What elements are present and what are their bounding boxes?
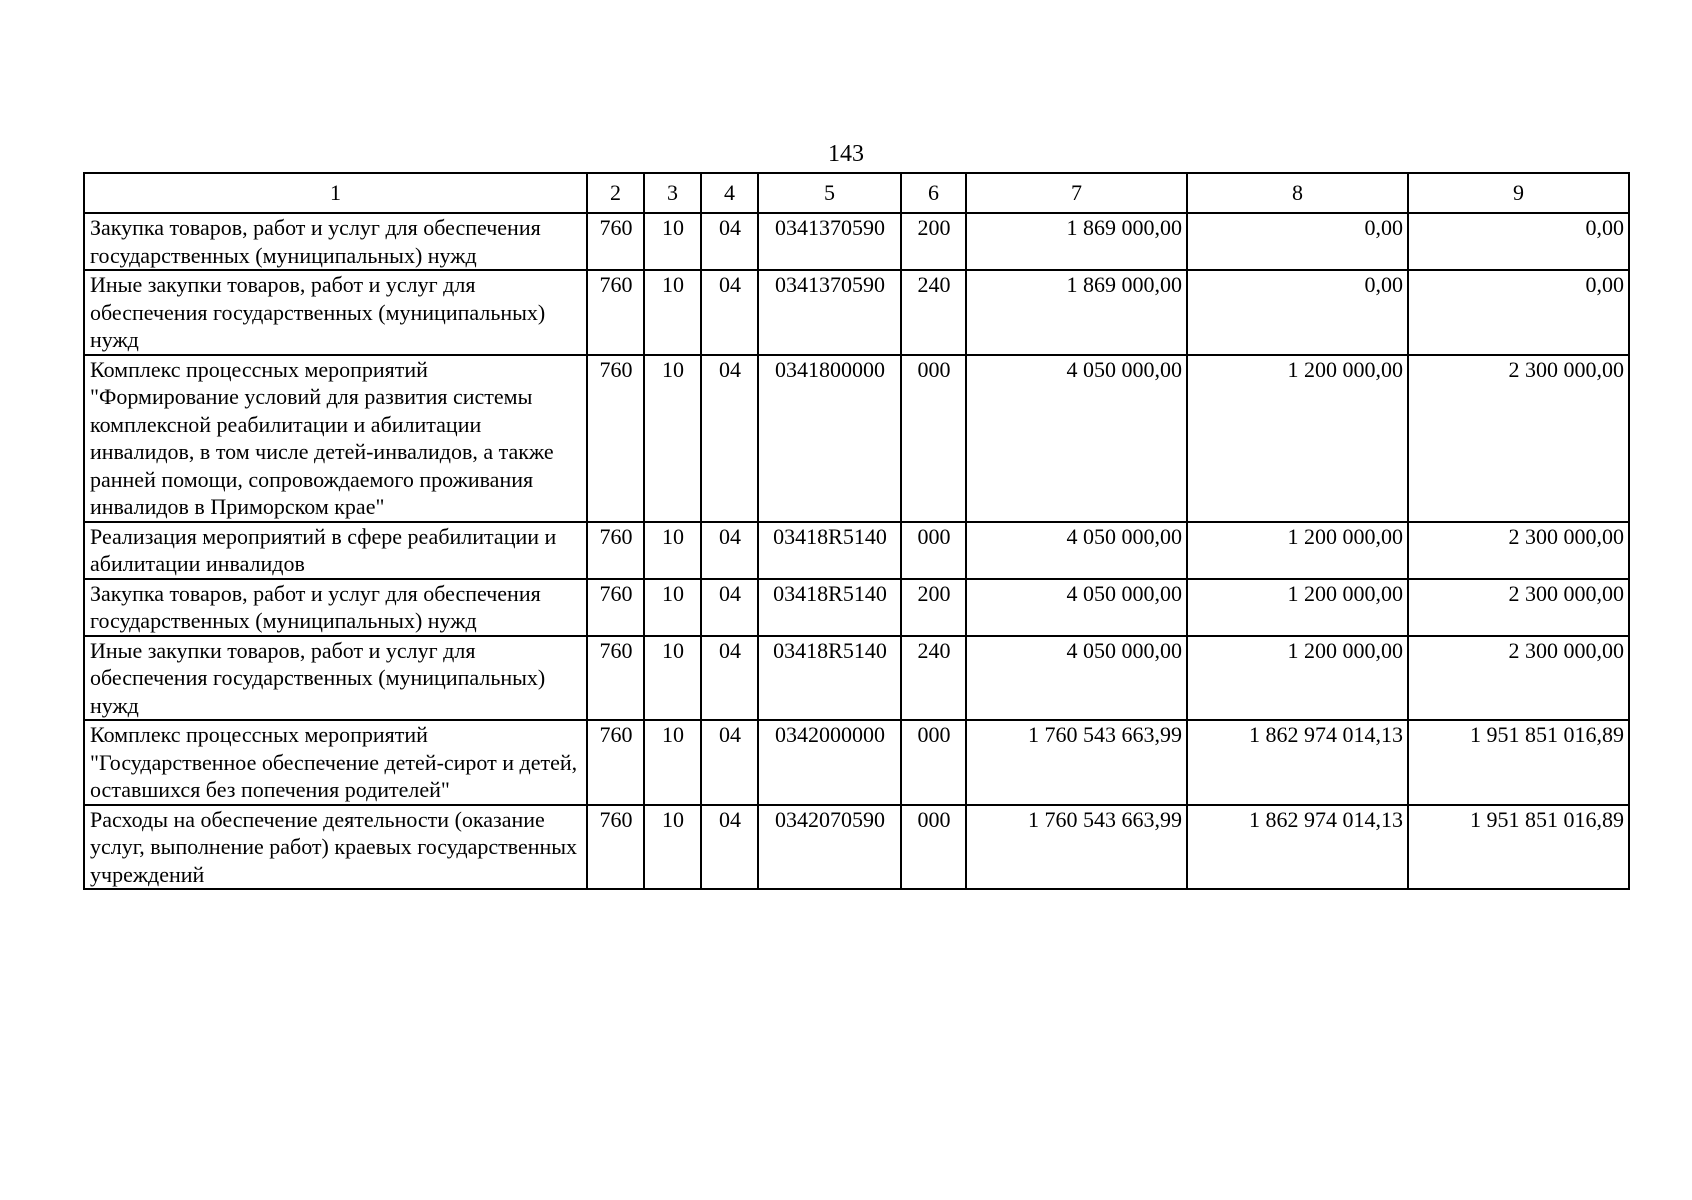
table-row xyxy=(84,636,1629,721)
row-c5: 0342000000 xyxy=(758,720,901,805)
row-name: Закупка товаров, работ и услуг для обеспечения государственных (муниципальных) нужд xyxy=(84,579,587,636)
header-row xyxy=(84,173,1629,213)
row-c9: 2 300 000,00 xyxy=(1408,636,1629,721)
row-c4: 04 xyxy=(701,720,758,805)
row-c3: 10 xyxy=(644,355,701,522)
row-c7: 1 760 543 663,99 xyxy=(966,720,1187,805)
row-c4: 04 xyxy=(701,270,758,355)
row-c2: 760 xyxy=(587,355,644,522)
row-c2: 760 xyxy=(587,805,644,890)
row-name: Расходы на обеспечение деятельности (оказание услуг, выполнение работ) краевых государственных учреждений xyxy=(84,805,587,890)
table-row xyxy=(84,213,1629,270)
column-header-4: 4 xyxy=(701,173,758,213)
row-c6: 200 xyxy=(901,213,966,270)
row-c6: 000 xyxy=(901,720,966,805)
row-name: Комплекс процессных мероприятий "Формирование условий для развития системы комплексной реабилитации и абилитации инвалидов, в том числе детей-инвалидов, а также ранней помощи, сопровождаемого проживания инвалидов в Приморском крае" xyxy=(84,355,587,522)
table-row xyxy=(84,522,1629,579)
column-header-2: 2 xyxy=(587,173,644,213)
row-c7: 4 050 000,00 xyxy=(966,579,1187,636)
row-c9: 0,00 xyxy=(1408,270,1629,355)
row-name: Иные закупки товаров, работ и услуг для обеспечения государственных (муниципальных) нужд xyxy=(84,636,587,721)
row-c8: 1 862 974 014,13 xyxy=(1187,805,1408,890)
row-c7: 1 869 000,00 xyxy=(966,270,1187,355)
row-c2: 760 xyxy=(587,522,644,579)
row-c9: 2 300 000,00 xyxy=(1408,579,1629,636)
row-c7: 4 050 000,00 xyxy=(966,355,1187,522)
column-header-6: 6 xyxy=(901,173,966,213)
row-c9: 2 300 000,00 xyxy=(1408,355,1629,522)
row-c2: 760 xyxy=(587,636,644,721)
row-c5: 03418R5140 xyxy=(758,636,901,721)
row-c4: 04 xyxy=(701,355,758,522)
table-row xyxy=(84,355,1629,522)
row-c5: 0341800000 xyxy=(758,355,901,522)
row-name: Комплекс процессных мероприятий "Государственное обеспечение детей-сирот и детей, оставшихся без попечения родителей" xyxy=(84,720,587,805)
page-number: 143 xyxy=(828,141,864,167)
row-c5: 03418R5140 xyxy=(758,522,901,579)
table-row xyxy=(84,805,1629,890)
row-c7: 1 869 000,00 xyxy=(966,213,1187,270)
row-c2: 760 xyxy=(587,579,644,636)
row-c8: 1 200 000,00 xyxy=(1187,579,1408,636)
row-c6: 240 xyxy=(901,270,966,355)
row-c9: 1 951 851 016,89 xyxy=(1408,720,1629,805)
row-c8: 1 862 974 014,13 xyxy=(1187,720,1408,805)
row-c9: 0,00 xyxy=(1408,213,1629,270)
column-header-8: 8 xyxy=(1187,173,1408,213)
row-c2: 760 xyxy=(587,270,644,355)
row-c7: 4 050 000,00 xyxy=(966,522,1187,579)
row-c8: 1 200 000,00 xyxy=(1187,636,1408,721)
row-c3: 10 xyxy=(644,579,701,636)
row-c3: 10 xyxy=(644,805,701,890)
row-c6: 000 xyxy=(901,522,966,579)
row-c6: 200 xyxy=(901,579,966,636)
row-c4: 04 xyxy=(701,213,758,270)
column-header-7: 7 xyxy=(966,173,1187,213)
row-name: Реализация мероприятий в сфере реабилитации и абилитации инвалидов xyxy=(84,522,587,579)
budget-table xyxy=(83,172,1630,890)
table-row xyxy=(84,579,1629,636)
row-c5: 0342070590 xyxy=(758,805,901,890)
row-name: Иные закупки товаров, работ и услуг для обеспечения государственных (муниципальных) нужд xyxy=(84,270,587,355)
row-c5: 0341370590 xyxy=(758,213,901,270)
column-header-3: 3 xyxy=(644,173,701,213)
row-c7: 1 760 543 663,99 xyxy=(966,805,1187,890)
row-c6: 000 xyxy=(901,805,966,890)
row-c2: 760 xyxy=(587,213,644,270)
row-c5: 0341370590 xyxy=(758,270,901,355)
row-c3: 10 xyxy=(644,213,701,270)
row-name: Закупка товаров, работ и услуг для обеспечения государственных (муниципальных) нужд xyxy=(84,213,587,270)
row-c9: 1 951 851 016,89 xyxy=(1408,805,1629,890)
table-row xyxy=(84,270,1629,355)
row-c8: 0,00 xyxy=(1187,270,1408,355)
column-header-1: 1 xyxy=(84,173,587,213)
row-c7: 4 050 000,00 xyxy=(966,636,1187,721)
row-c2: 760 xyxy=(587,720,644,805)
row-c6: 240 xyxy=(901,636,966,721)
row-c4: 04 xyxy=(701,579,758,636)
row-c9: 2 300 000,00 xyxy=(1408,522,1629,579)
row-c4: 04 xyxy=(701,522,758,579)
row-c3: 10 xyxy=(644,636,701,721)
row-c4: 04 xyxy=(701,636,758,721)
row-c8: 0,00 xyxy=(1187,213,1408,270)
row-c5: 03418R5140 xyxy=(758,579,901,636)
row-c3: 10 xyxy=(644,270,701,355)
row-c3: 10 xyxy=(644,720,701,805)
table-row xyxy=(84,720,1629,805)
row-c8: 1 200 000,00 xyxy=(1187,522,1408,579)
column-header-5: 5 xyxy=(758,173,901,213)
row-c6: 000 xyxy=(901,355,966,522)
row-c8: 1 200 000,00 xyxy=(1187,355,1408,522)
column-header-9: 9 xyxy=(1408,173,1629,213)
row-c3: 10 xyxy=(644,522,701,579)
row-c4: 04 xyxy=(701,805,758,890)
